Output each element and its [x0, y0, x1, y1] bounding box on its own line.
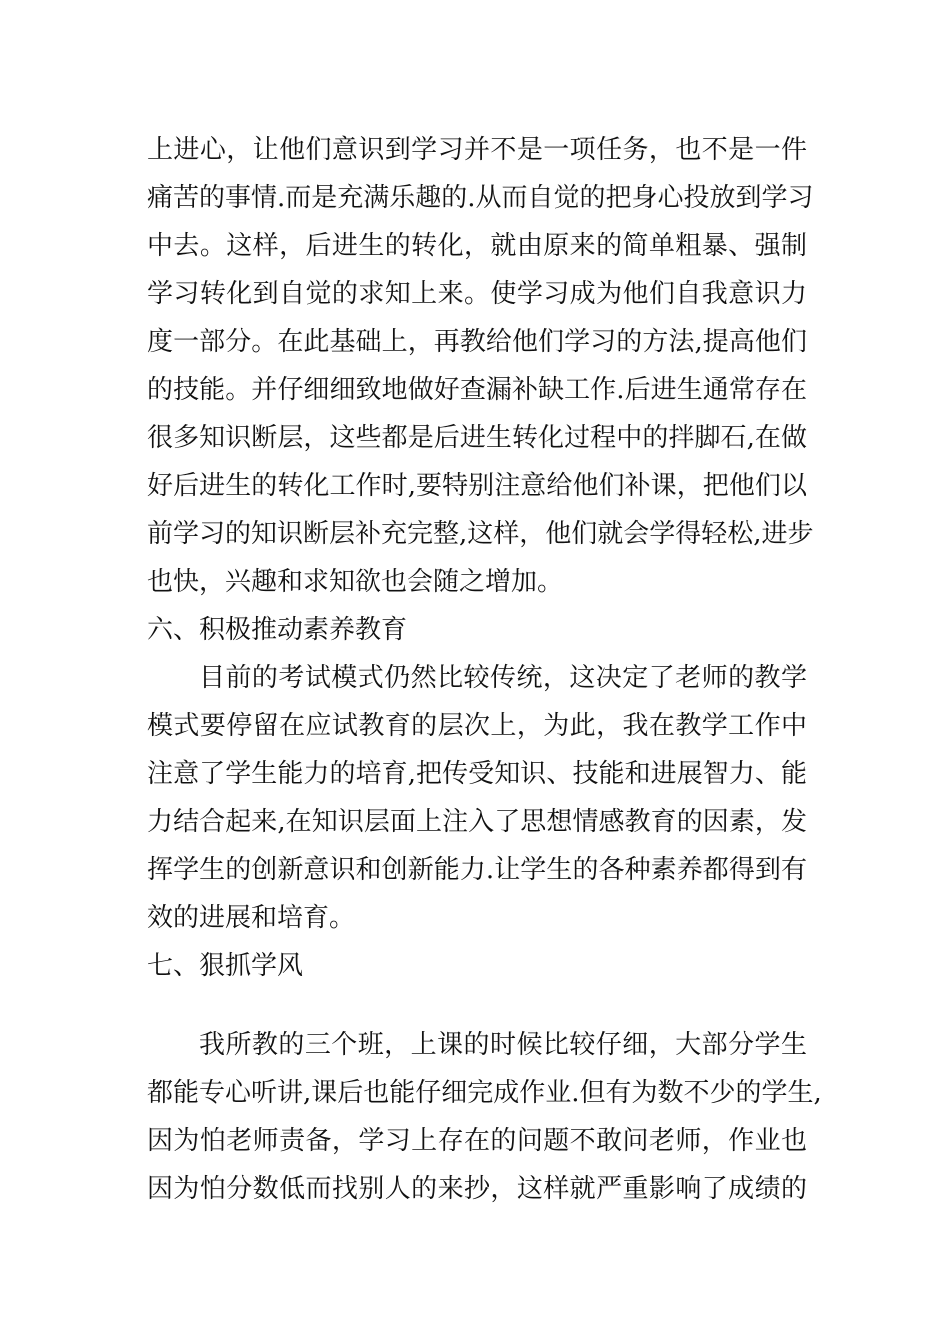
paragraph-line: 效的进展和培育。 [147, 903, 356, 933]
paragraph-line: 上进心，让他们意识到学习并不是一项任务，也不是一件 [147, 135, 807, 165]
paragraph-line: 我所教的三个班，上课的时候比较仔细，大部分学生 [199, 1030, 807, 1060]
paragraph-line: 目前的考试模式仍然比较传统，这决定了老师的教学 [199, 663, 807, 693]
paragraph-line: 也快，兴趣和求知欲也会随之增加。 [147, 567, 564, 597]
paragraph-line: 挥学生的创新意识和创新能力.让学生的各种素养都得到有 [147, 855, 807, 885]
paragraph-line: 力结合起来,在知识层面上注入了思想情感教育的因素，发 [147, 807, 807, 837]
paragraph-line: 注意了学生能力的培育,把传受知识、技能和进展智力、能 [147, 759, 807, 789]
paragraph-line: 学习转化到自觉的求知上来。使学习成为他们自我意识力 [147, 279, 807, 309]
paragraph-line: 因为怕老师责备，学习上存在的问题不敢问老师，作业也 [147, 1126, 807, 1156]
paragraph-line: 好后进生的转化工作时,要特别注意给他们补课，把他们以 [147, 471, 807, 501]
paragraph-line: 中去。这样，后进生的转化，就由原来的简单粗暴、强制 [147, 231, 807, 261]
section-heading: 七、狠抓学风 [147, 951, 304, 981]
paragraph-line: 度一部分。在此基础上，再教给他们学习的方法,提高他们 [147, 327, 807, 357]
paragraph-line: 很多知识断层，这些都是后进生转化过程中的拌脚石,在做 [147, 423, 807, 453]
paragraph-line: 痛苦的事情.而是充满乐趣的.从而自觉的把身心投放到学习 [147, 183, 814, 213]
section-heading: 六、积极推动素养教育 [147, 615, 408, 645]
paragraph-line: 因为怕分数低而找别人的来抄，这样就严重影响了成绩的 [147, 1174, 807, 1204]
paragraph-line: 前学习的知识断层补充完整,这样，他们就会学得轻松,进步 [147, 519, 814, 549]
paragraph-line: 模式要停留在应试教育的层次上，为此，我在教学工作中 [147, 711, 807, 741]
paragraph-line: 都能专心听讲,课后也能仔细完成作业.但有为数不少的学生, [147, 1078, 822, 1108]
paragraph-line: 的技能。并仔细细致地做好查漏补缺工作.后进生通常存在 [147, 375, 807, 405]
